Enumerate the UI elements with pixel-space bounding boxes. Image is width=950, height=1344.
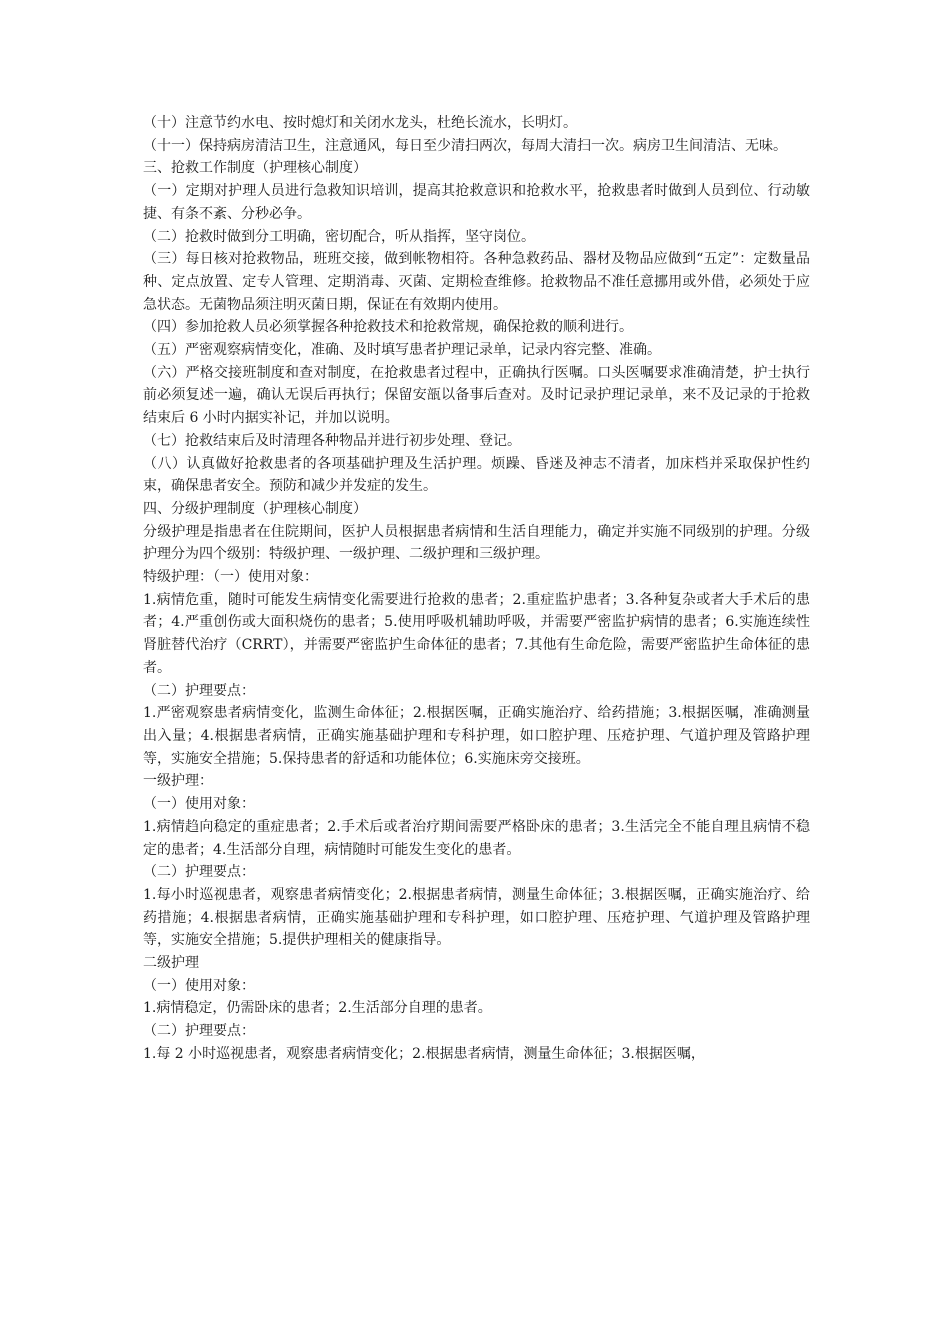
paragraph-rescue-3: （三）每日核对抢救物品，班班交接，做到帐物相符。各种急救药品、器材及物品应做到“五定”：定数量品种、定点放置、定专人管理、定期消毒、灭菌、定期检查维修。抢救物品不准任意挪用或外借，必须处于应急状态。无菌物品须注明灭菌日期，保证在有效期内使用。	[143, 251, 810, 313]
paragraph-special-care-targets: 1.病情危重，随时可能发生病情变化需要进行抢救的患者；2.重症监护患者；3.各种复杂或者大手术后的患者；4.严重创伤或大面积烧伤的患者；5.使用呼吸机辅助呼吸，并需要严密监护病情的患者；6.实施连续性肾脏替代治疗（CRRT），并需要严密监护生命体征的患者；7.其他有生命危险，需要严密监护生命体征的患者。	[143, 591, 810, 676]
paragraph-rescue-1: （一）定期对护理人员进行急救知识培训，提高其抢救意识和抢救水平，抢救患者时做到人员到位、行动敏捷、有条不紊、分秒必争。	[143, 183, 810, 222]
paragraph-level-two-targets: 1.病情稳定，仍需卧床的患者；2.生活部分自理的患者。	[143, 1000, 492, 1017]
paragraph-level-one-points-title: （二）护理要点：	[143, 864, 255, 881]
paragraph-section-ten: （十）注意节约水电、按时熄灯和关闭水龙头，杜绝长流水，长明灯。	[143, 115, 577, 131]
paragraph-level-one-targets: 1.病情趋向稳定的重症患者；2.手术后或者治疗期间需要严格卧床的患者；3.生活完全不能自理且病情不稳定的患者；4.生活部分自理，病情随时可能发生变化的患者。	[143, 818, 810, 858]
paragraph-special-care-points: 1.严密观察患者病情变化，监测生命体征；2.根据医嘱，正确实施治疗、给药措施；3.根据医嘱，准确测量出入量；4.根据患者病情，正确实施基础护理和专科护理，如口腔护理、压疮护理、气道护理及管路护理等，实施安全措施；5.保持患者的舒适和功能体位；6.实施床旁交接班。	[143, 705, 810, 767]
paragraph-rescue-6: （六）严格交接班制度和查对制度，在抢救患者过程中，正确执行医嘱。口头医嘱要求准确清楚，护士执行前必须复述一遍，确认无误后再执行；保留安瓿以备事后查对。及时记录护理记录单，来不及记录的于抢救结束后 6 小时内据实补记，并加以说明。	[143, 364, 810, 427]
paragraph-rescue-2: （二）抢救时做到分工明确，密切配合，听从指挥，坚守岗位。	[143, 228, 535, 245]
document-page	[143, 112, 810, 1066]
paragraph-section-eleven: （十一）保持病房清洁卫生，注意通风，每日至少清扫两次，每周大清扫一次。病房卫生间清洁、无味。	[143, 137, 787, 154]
heading-graded-nursing: 四、分级护理制度（护理核心制度）	[143, 500, 367, 517]
paragraph-graded-intro: 分级护理是指患者在住院期间，医护人员根据患者病情和生活自理能力，确定并实施不同级别的护理。分级护理分为四个级别：特级护理、一级护理、二级护理和三级护理。	[143, 523, 810, 563]
paragraph-level-two-points-title: （二）护理要点：	[143, 1023, 255, 1040]
paragraph-level-two-title: 二级护理	[143, 955, 199, 972]
paragraph-special-care-points-title: （二）护理要点：	[143, 682, 255, 699]
paragraph-rescue-8: （八）认真做好抢救患者的各项基础护理及生活护理。烦躁、昏迷及神志不清者，加床档并采取保护性约束，确保患者安全。预防和减少并发症的发生。	[143, 455, 810, 495]
paragraph-rescue-5: （五）严密观察病情变化，准确、及时填写患者护理记录单，记录内容完整、准确。	[143, 342, 661, 359]
paragraph-rescue-4: （四）参加抢救人员必须掌握各种抢救技术和抢救常规，确保抢救的顺利进行。	[143, 319, 633, 336]
heading-rescue-system: 三、抢救工作制度（护理核心制度）	[143, 160, 367, 177]
paragraph-level-one-points: 1.每小时巡视患者，观察患者病情变化；2.根据患者病情，测量生命体征；3.根据医嘱，正确实施治疗、给药措施；4.根据患者病情，正确实施基础护理和专科护理，如口腔护理、压疮护理、气道护理及管路护理等，实施安全措施；5.提供护理相关的健康指导。	[143, 886, 810, 949]
paragraph-level-one-targets-title: （一）使用对象：	[143, 796, 255, 813]
paragraph-special-care-title: 特级护理：（一）使用对象：	[143, 569, 318, 586]
paragraph-level-two-points: 1.每 2 小时巡视患者，观察患者病情变化；2.根据患者病情，测量生命体征；3.根据医嘱，	[143, 1045, 705, 1062]
paragraph-level-one-title: 一级护理：	[143, 773, 213, 790]
paragraph-rescue-7: （七）抢救结束后及时清理各种物品并进行初步处理、登记。	[143, 432, 521, 449]
paragraph-level-two-targets-title: （一）使用对象：	[143, 977, 255, 994]
